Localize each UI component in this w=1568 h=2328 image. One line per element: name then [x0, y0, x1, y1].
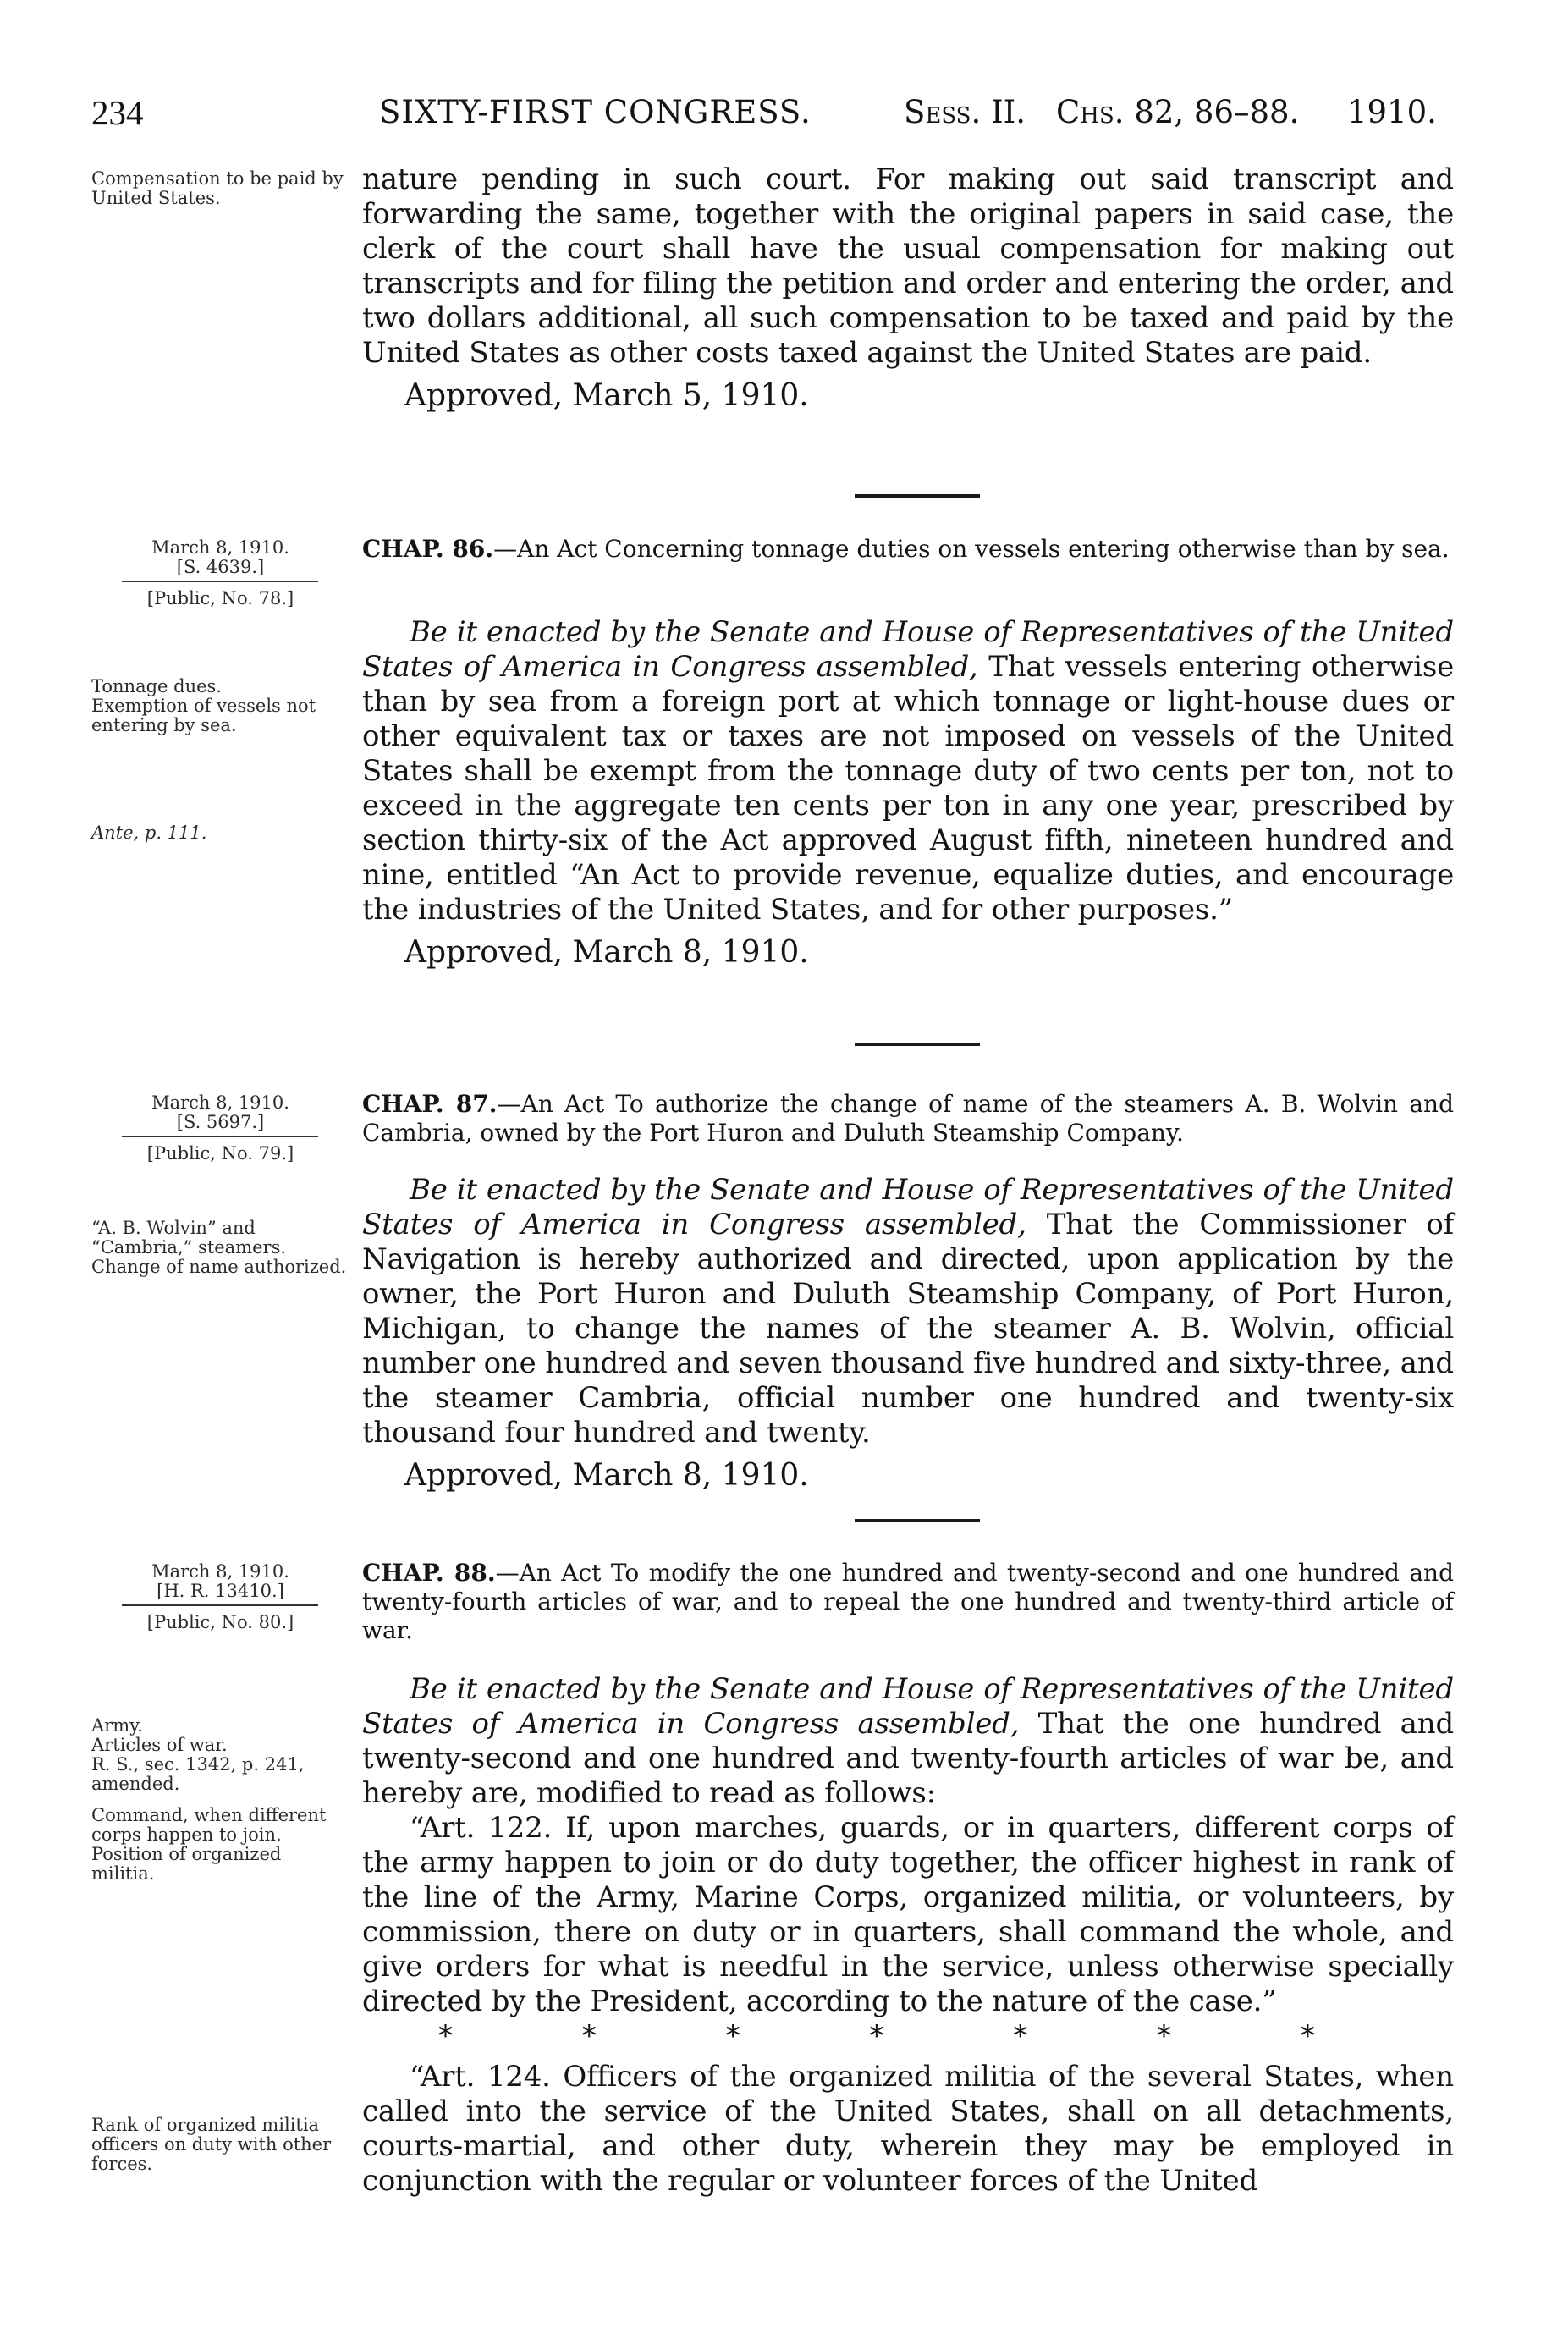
chap86-body: [362, 615, 1454, 971]
chap88-margin-notes: [91, 1716, 349, 1884]
chap88-articles: Articles of war.: [91, 1735, 228, 1755]
page-number: 234: [91, 93, 144, 132]
margin-rule: [122, 1136, 318, 1137]
chap88-margin-header: [91, 1562, 349, 1632]
approved-line: Approved, March 8, 1910.: [404, 1458, 809, 1493]
chap88-command: Command, when different corps happen to join.: [91, 1805, 327, 1845]
chap86-paragraph: [362, 615, 1454, 927]
header-chapters: Chs. 82, 86–88.: [1056, 94, 1300, 130]
approved-line: Approved, March 5, 1910.: [404, 378, 809, 413]
chap88-position: Position of organized militia.: [91, 1844, 282, 1884]
chap87-label: CHAP. 87.: [362, 1090, 498, 1118]
chap87-topic: “A. B. Wolvin” and “Cambria,” steamers.: [91, 1218, 287, 1258]
chap86-margin-header: [91, 538, 349, 608]
chap86-text: That vessels entering otherwise than by sea from a foreign port at which tonnage or light-house dues or other equivalent tax or taxes are not imposed on vessels of the United States shall be exempt from the tonnage duty of two cents per ton, not to exceed in the aggregate ten cents per ton in any one year, prescribed by section thirty-six of the Act approved August fifth, nineteen hundred and nine, entitled “An Act to provide revenue, equalize duties, and encourage the industries of the United States, and for other purposes.”: [362, 650, 1454, 927]
running-header: [91, 91, 1479, 142]
chap87-text: That the Commissioner of Navigation is hereby authorized and directed, upon application by the owner, the Port Huron and Duluth Steamship Company, of Port Huron, Michigan, to change the names of the steamer A. B. Wolvin, official number one hundred and seven thousand five hundred and sixty-three, and the steamer Cambria, official number one hundred and twenty-six thousand four hundred and twenty.: [362, 1208, 1454, 1450]
chap86-label: CHAP. 86.: [362, 535, 494, 563]
chap88-army: Army.: [91, 1715, 143, 1736]
chap88-caption-text: —An Act To modify the one hundred and twenty-second and one hundred and twenty-fourth articles of war, and to repeal the one hundred and twenty-third article of war.: [362, 1559, 1455, 1644]
chap88-margin-rank: Rank of organized militia officers on duty with other forces.: [91, 2115, 332, 2174]
chap87-margin-header: [91, 1093, 349, 1164]
chap86-public: [Public, No. 78.]: [146, 588, 294, 608]
chap88-rs-ref: R. S., sec. 1342, p. 241, amended.: [91, 1754, 305, 1794]
chap88-article-122: “Art. 122. If, upon marches, guards, or in quarters, different corps of the army happen to join or do duty together, the officer highest in rank of the line of the Army, Marine Corps, organized militia, or volunteers, by commission, there on duty or in quarters, shall command the whole, and give orders for what is needful in the service, unless otherwise specially directed by the President, according to the nature of the case.”: [362, 1811, 1454, 2018]
header-year: 1910.: [1347, 94, 1437, 130]
chap87-subtopic: Change of name authorized.: [91, 1257, 347, 1277]
chap88-paragraph: [362, 1672, 1454, 1811]
chap87-date: March 8, 1910.: [151, 1092, 289, 1113]
chap86-date: March 8, 1910.: [151, 537, 289, 558]
chap87-bill: [S. 5697.]: [176, 1112, 265, 1132]
chap86-ante-ref: Ante, p. 111.: [91, 823, 207, 843]
chap87-margin-notes: [91, 1219, 349, 1277]
chap86-enacting-clause: Be it enacted by the Senate and House of Representatives of the United States of America in Congress assembled,: [362, 615, 1454, 684]
continued-section: [362, 162, 1454, 415]
chap88-text: That the one hundred and twenty-second and one hundred and twenty-fourth articles of war be, and hereby are, modified to read as follows:: [362, 1707, 1455, 1810]
continued-paragraph: nature pending in such court. For making out said transcript and forwarding the same, together with the original papers in said case, the clerk of the court shall have the usual compensation for making out transcripts and for filing the petition and order and entering the order, and two dollars additional, all such compensation to be taxed and paid by the United States as other costs taxed against the United States are paid.: [362, 162, 1454, 370]
chap87-caption: [362, 1090, 1454, 1147]
chap87-public: [Public, No. 79.]: [146, 1143, 294, 1164]
chap86-subtopic: Exemption of vessels not entering by sea.: [91, 696, 316, 735]
chap86-bill: [S. 4639.]: [176, 557, 265, 577]
chap88-caption: [362, 1559, 1454, 1645]
chap87-enacting-clause: Be it enacted by the Senate and House of Representatives of the United States of America in Congress assembled,: [362, 1173, 1454, 1241]
chap88-caption-block: [362, 1559, 1454, 1645]
margin-note-compensation: Compensation to be paid by United States.: [91, 168, 344, 208]
chap86-margin-notes: [91, 677, 349, 843]
header-session: Sess. II.: [904, 94, 1026, 130]
chap86-caption-block: [362, 535, 1454, 564]
section-divider: [855, 494, 980, 498]
chap88-bill: [H. R. 13410.]: [157, 1581, 284, 1601]
chap86-caption-text: —An Act Concerning tonnage duties on vessels entering otherwise than by sea.: [493, 535, 1450, 563]
omission-stars: * * * * * * *: [438, 2019, 1315, 2053]
section-divider: [855, 1043, 980, 1046]
chap87-body: [362, 1173, 1454, 1494]
chap88-article-124: “Art. 124. Officers of the organized militia of the several States, when called into the service of the United States, shall on all detachments, courts-martial, and other duty, wherein they may be employed in conjunction with the regular or volunteer forces of the United: [362, 2060, 1454, 2198]
approved-line: Approved, March 8, 1910.: [404, 935, 809, 970]
section-divider: [855, 1519, 980, 1522]
header-title: SIXTY-FIRST CONGRESS.: [379, 94, 812, 130]
chap87-paragraph: [362, 1173, 1454, 1450]
chap86-topic: Tonnage dues.: [91, 676, 222, 696]
margin-rule: [122, 1604, 318, 1606]
chap88-enacting-clause: Be it enacted by the Senate and House of Representatives of the United States of America in Congress assembled,: [362, 1672, 1454, 1741]
chap87-caption-block: [362, 1090, 1454, 1147]
chap86-caption: [362, 535, 1454, 564]
chap87-caption-text: —An Act To authorize the change of name of the steamers A. B. Wolvin and Cambria, owned by the Port Huron and Duluth Steamship Company.: [362, 1090, 1454, 1147]
chap88-body: [362, 1672, 1454, 2199]
chap88-date: March 8, 1910.: [151, 1561, 289, 1582]
chap88-public: [Public, No. 80.]: [146, 1612, 294, 1632]
margin-rule: [122, 581, 318, 582]
chap88-label: CHAP. 88.: [362, 1559, 496, 1587]
